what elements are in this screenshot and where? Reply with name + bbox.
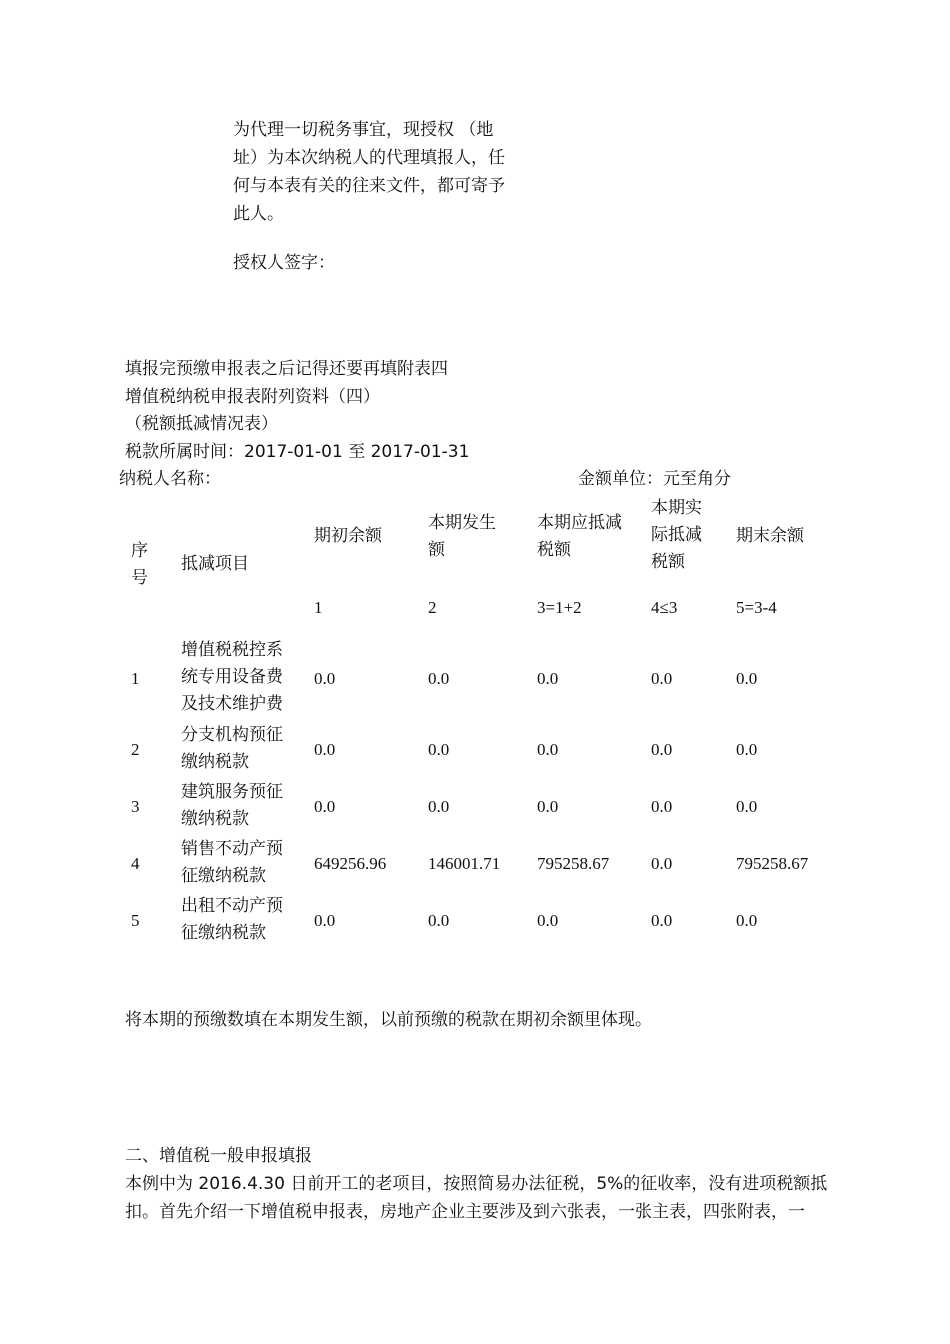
row-opening: 649256.96 [314, 854, 387, 873]
row-deductible: 0.0 [537, 911, 559, 930]
row-current: 0.0 [428, 797, 450, 816]
row-actual: 0.0 [651, 911, 673, 930]
header-actual-deduction: 本期实 际抵减 税额 [651, 498, 702, 572]
section-paragraph-line: 本例中为 2016.4.30 日前开工的老项目，按照简易办法征税，5%的征收率，没有进项税额抵 [125, 1174, 828, 1194]
prepayment-note: 将本期的预缴数填在本期发生额，以前预缴的税款在期初余额里体现。 [125, 1010, 652, 1030]
authorization-block [233, 116, 523, 228]
row-item: 建筑服务预征 缴纳税款 [181, 782, 283, 829]
row-item: 销售不动产预 征缴纳税款 [181, 839, 283, 886]
row-opening: 0.0 [314, 669, 336, 688]
taxpayer-name-label: 纳税人名称： [119, 469, 221, 489]
row-deductible: 0.0 [537, 740, 559, 759]
authorization-line: 为代理一切税务事宜，现授权 （地 [233, 120, 494, 140]
row-actual: 0.0 [651, 797, 673, 816]
form-subtitle: （税额抵减情况表） [125, 414, 278, 434]
header-seq: 序 号 [131, 541, 148, 588]
row-seq: 4 [131, 854, 140, 873]
row-seq: 2 [131, 740, 140, 759]
fill-note: 填报完预缴申报表之后记得还要再填附表四 [125, 359, 448, 379]
header-closing-balance: 期末余额 [736, 526, 804, 546]
row-deductible: 0.0 [537, 797, 559, 816]
authorization-line: 何与本表有关的往来文件，都可寄予 [233, 176, 505, 196]
row-actual: 0.0 [651, 740, 673, 759]
row-current: 0.0 [428, 669, 450, 688]
row-closing: 795258.67 [736, 854, 809, 873]
formula-cell: 3=1+2 [537, 598, 582, 617]
row-item: 分支机构预征 缴纳税款 [181, 725, 283, 772]
row-opening: 0.0 [314, 911, 336, 930]
row-closing: 0.0 [736, 797, 758, 816]
row-current: 0.0 [428, 740, 450, 759]
row-opening: 0.0 [314, 797, 336, 816]
authorization-line: 址）为本次纳税人的代理填报人，任 [233, 148, 505, 168]
form-title: 增值税纳税申报表附列资料（四） [125, 386, 380, 407]
formula-cell: 5=3-4 [736, 598, 777, 617]
row-current: 0.0 [428, 911, 450, 930]
row-actual: 0.0 [651, 669, 673, 688]
section-heading: 二、增值税一般申报填报 [125, 1146, 312, 1166]
row-deductible: 795258.67 [537, 854, 610, 873]
form-intro [125, 356, 469, 466]
section-paragraph-line: 扣。首先介绍一下增值税申报表，房地产企业主要涉及到六张表，一张主表，四张附表，一 [125, 1202, 805, 1222]
signature-label: 授权人签字： [233, 253, 335, 273]
row-opening: 0.0 [314, 740, 336, 759]
formula-cell: 2 [428, 598, 437, 617]
formula-cell: 1 [314, 598, 323, 617]
header-current-amount: 本期发生 额 [428, 513, 496, 560]
row-item: 出租不动产预 征缴纳税款 [181, 896, 283, 943]
tax-period: 税款所属时间：2017-01-01 至 2017-01-31 [125, 441, 470, 462]
row-seq: 1 [131, 669, 140, 688]
row-deductible: 0.0 [537, 669, 559, 688]
header-deductible-tax: 本期应抵减 税额 [537, 513, 622, 560]
row-seq: 5 [131, 911, 140, 930]
row-item: 增值税税控系 统专用设备费 及技术维护费 [181, 640, 283, 714]
header-item: 抵减项目 [181, 554, 249, 574]
row-current: 146001.71 [428, 854, 501, 873]
row-closing: 0.0 [736, 911, 758, 930]
row-seq: 3 [131, 797, 140, 816]
formula-cell: 4≤3 [651, 598, 678, 617]
row-actual: 0.0 [651, 854, 673, 873]
header-opening-balance: 期初余额 [314, 526, 382, 546]
authorization-line: 此人。 [233, 204, 284, 224]
row-closing: 0.0 [736, 669, 758, 688]
row-closing: 0.0 [736, 740, 758, 759]
amount-unit-label: 金额单位：元至角分 [578, 469, 731, 489]
